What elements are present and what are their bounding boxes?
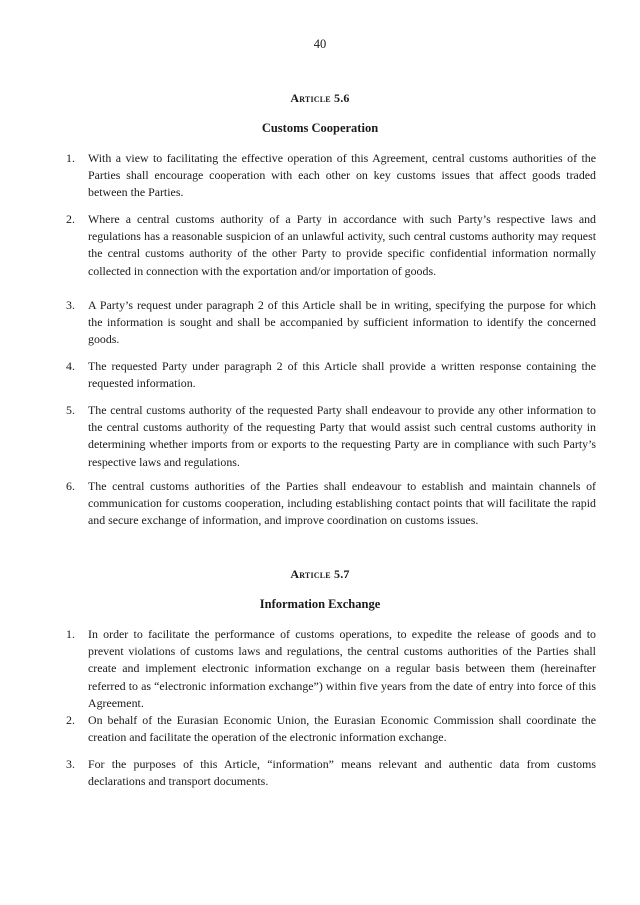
page-number: 40 [313,37,327,51]
clause [66,150,596,202]
clause-number: 2. [66,212,75,226]
article-title: Customs Cooperation [261,121,379,135]
clause [66,297,596,349]
clause-text: The central customs authorities of the Parties shall endeavour to establish and maintain channels of communication for customs cooperation, including establishing contact points that will facilitate the rapid and secure exchange of information, and improve coordination on customs issues. [88,479,596,528]
clause-text: The central customs authority of the requested Party shall endeavour to provide any other information to the central customs authority of the requesting Party that would assist such central customs authority in determining whether imports from or exports to the requesting Party are in compliance with such Party’s respective laws and regulations. [88,403,596,469]
clause-number: 1. [66,627,75,641]
clause-number: 1. [66,151,75,165]
clause [66,478,596,530]
clause-number: 5. [66,403,75,417]
clause-number: 4. [66,359,75,373]
article-heading: Article 5.6 [290,91,350,105]
clause-number: 6. [66,479,75,493]
clause-text: On behalf of the Eurasian Economic Union, the Eurasian Economic Commission shall coordinate the creation and facilitate the operation of the electronic information exchange. [88,713,596,745]
clause [66,402,596,471]
clause-number: 3. [66,298,75,312]
clause-text: With a view to facilitating the effective operation of this Agreement, central customs authorities of the Parties shall encourage cooperation with each other on key customs issues that affect goods traded between the Parties. [88,151,596,200]
clause-number: 2. [66,713,75,727]
clause [66,626,596,712]
clause-text: Where a central customs authority of a Party in accordance with such Party’s respective laws and regulations has a reasonable suspicion of an unlawful activity, such central customs authority may request the central customs authority of the other Party to provide specific confidential information normally collected in connection with the exportation and/or importation of goods. [88,212,596,278]
clause-text: For the purposes of this Article, “information” means relevant and authentic data from customs declarations and transport documents. [88,757,596,789]
clause [66,211,596,280]
clause-number: 3. [66,757,75,771]
article-title: Information Exchange [259,597,381,611]
article-heading: Article 5.7 [290,567,350,581]
clause-text: A Party’s request under paragraph 2 of this Article shall be in writing, specifying the purpose for which the information is sought and shall be accompanied by sufficient information to identify the concerned goods. [88,298,596,347]
clause-text: The requested Party under paragraph 2 of this Article shall provide a written response containing the requested information. [88,359,596,391]
clause [66,712,596,746]
clause-text: In order to facilitate the performance of customs operations, to expedite the release of goods and to prevent violations of customs laws and regulations, the central customs authorities of the Parties shall create and implement electronic information exchange on a regular basis between them (hereinafter referred to as “electronic information exchange”) within five years from the date of entry into force of this Agreement. [88,627,596,710]
clause [66,358,596,392]
clause [66,756,596,790]
